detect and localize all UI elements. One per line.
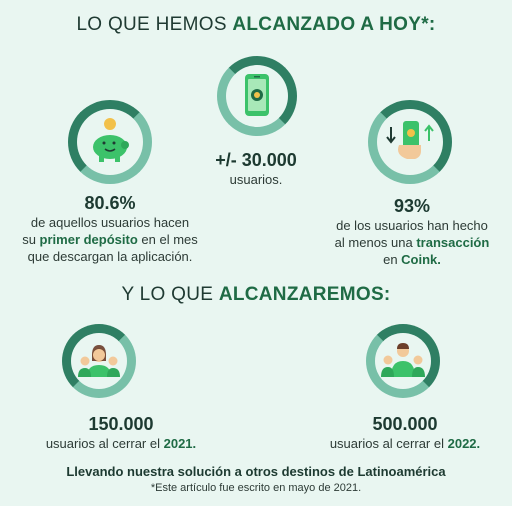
deposit-stat: 80.6% de aquellos usuarios hacen su primer depósito en el mes que descargan la aplicación. [10,193,210,265]
goal-2022-stat: 500.000 usuarios al cerrar el 2022. [310,414,500,452]
piggy-bank-ring [68,100,152,184]
goal-2021-ring [62,324,136,398]
goal-2022-count: 500.000 [372,414,438,434]
users-stat [186,150,326,188]
phone-app-ring [217,56,297,136]
group-icon [71,333,127,389]
transfer-ring [368,100,452,184]
heading-achieved: LO QUE HEMOS ALCANZADO A HOY*: [76,14,436,35]
deposit-percent: 80.6% [84,193,136,213]
phone-app-icon [226,65,288,127]
transaction-percent: 93% [393,196,431,216]
piggy-bank-icon [77,109,143,175]
footer-note: *Este artículo fue escrito en mayo de 2021. [150,482,362,494]
users-count: +/- 30.000 [215,150,297,170]
transaction-stat: 93% de los usuarios han hecho al menos una transacción en Coink. [322,196,502,268]
transfer-icon [377,109,443,175]
group-growth-icon [375,333,431,389]
goal-2021-stat: 150.000 usuarios al cerrar el 2021. [26,414,216,452]
goal-2022-ring [366,324,440,398]
users-label: usuarios. [229,172,283,187]
heading-goals: Y LO QUE ALCANZAREMOS: [121,284,391,305]
goal-2021-count: 150.000 [88,414,154,434]
footer-tagline: Llevando nuestra solución a otros destinos de Latinoamérica [66,464,446,479]
